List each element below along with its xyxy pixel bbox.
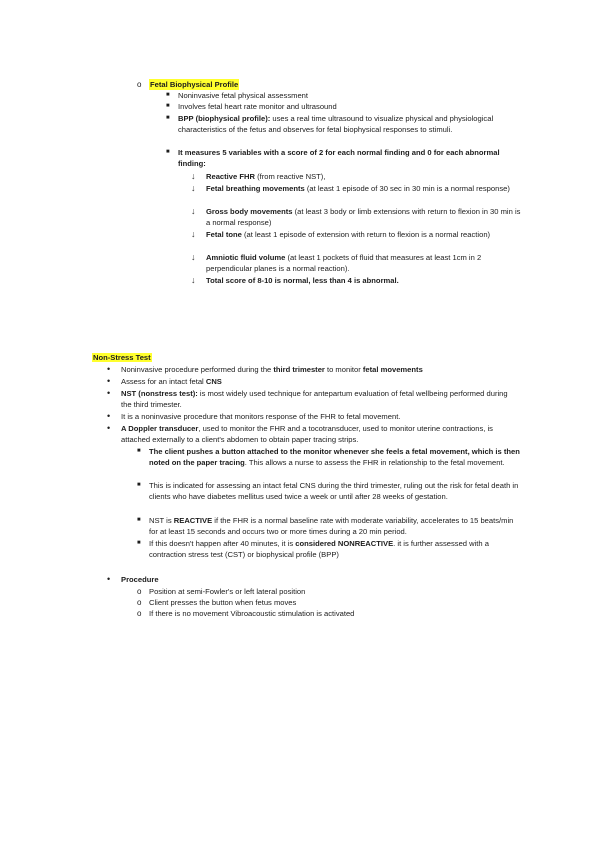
square-bullet-icon: ■ — [137, 448, 141, 454]
nst-sub-3: ■ NST is REACTIVE if the FHR is a normal baseline rate with moderate variability, accelerates to 15 beats/min for at least 15 seconds and occurs two or more times during a 20 min period. — [137, 516, 514, 537]
o-bullet-icon: o — [137, 80, 142, 89]
dot-bullet-icon: • — [107, 376, 111, 386]
bpp-sub-6: ↓ Total score of 8-10 is normal, less than 4 is abnormal. — [191, 275, 399, 285]
bpp-item-1: ■ Noninvasive fetal physical assessment — [166, 91, 308, 100]
procedure-heading-row — [107, 574, 407, 585]
nst-heading: Non-Stress Test — [93, 353, 151, 362]
down-arrow-icon: ↓ — [191, 229, 196, 239]
dot-bullet-icon: • — [107, 411, 111, 421]
nst-bullet-5: • A Doppler transducer, used to monitor the FHR and a tocotransducer, used to monitor uterine contractions, is attached externally to a client's abdomen to obtain paper tracing strips. — [107, 423, 493, 445]
down-arrow-icon: ↓ — [191, 171, 196, 181]
nst-sub-4: ■ If this doesn't happen after 40 minutes, it is considered NONREACTIVE. it is further assessed with a contraction stress test (CST) or biophysical profile (BPP) — [137, 539, 489, 560]
o-bullet-icon: o — [137, 587, 142, 596]
procedure-item-2: o Client presses the button when fetus moves — [137, 598, 297, 607]
o-bullet-icon: o — [137, 598, 142, 607]
nst-bullet-2: • Assess for an intact fetal CNS — [107, 376, 222, 386]
nst-bullet-3: • NST (nonstress test): is most widely used technique for antepartum evaluation of fetal wellbeing performed during the third trimester. — [107, 388, 508, 410]
square-bullet-icon: ■ — [166, 103, 170, 109]
square-bullet-icon: ■ — [137, 540, 141, 546]
bpp-heading: Fetal Biophysical Profile — [150, 80, 239, 89]
down-arrow-icon: ↓ — [191, 183, 196, 193]
down-arrow-icon: ↓ — [191, 252, 196, 262]
square-bullet-icon: ■ — [137, 482, 141, 488]
bpp-item-4: ■ It measures 5 variables with a score of 2 for each normal finding and 0 for each abnormal finding: — [166, 148, 500, 169]
nst-heading-row — [92, 352, 152, 363]
procedure-heading: Procedure — [121, 575, 159, 584]
square-bullet-icon: ■ — [166, 149, 170, 155]
nst-sub-2: ■ This is indicated for assessing an intact fetal CNS during the third trimester, ruling out the risk for fetal death in clients who have diabetes mellitus used twice a week or until after 28 weeks of gestation. — [137, 481, 519, 502]
nst-bullet-1: • Noninvasive procedure performed during the third trimester to monitor fetal movements — [107, 364, 423, 374]
bpp-item-3: ■ BPP (biophysical profile): uses a real time ultrasound to visualize physical and physiological characteristics of the fetus and observes for fetal biophysical responses to stimuli. — [166, 114, 494, 135]
dot-bullet-icon: • — [107, 574, 111, 584]
dot-bullet-icon: • — [107, 388, 111, 398]
procedure-item-1: o Position at semi-Fowler's or left lateral position — [137, 587, 306, 596]
bpp-sub-3: ↓ Gross body movements (at least 3 body or limb extensions with return to flexion in 30 min is a normal response) — [191, 206, 521, 228]
bpp-sub-2: ↓ Fetal breathing movements (at least 1 episode of 30 sec in 30 min is a normal response) — [191, 183, 510, 193]
square-bullet-icon: ■ — [137, 517, 141, 523]
bpp-sub-4: ↓ Fetal tone (at least 1 episode of extension with return to flexion is a normal reaction) — [191, 229, 491, 239]
square-bullet-icon: ■ — [166, 115, 170, 121]
dot-bullet-icon: • — [107, 364, 111, 374]
o-bullet-icon: o — [137, 609, 142, 618]
bpp-item-2: ■ Involves fetal heart rate monitor and ultrasound — [166, 102, 337, 111]
square-bullet-icon: ■ — [166, 92, 170, 98]
nst-sub-1: ■ The client pushes a button attached to the monitor whenever she feels a fetal movement, which is then noted on the paper tracing. This allows a nurse to assess the FHR in relationship to the fetal movement. — [137, 447, 520, 468]
nst-bullet-4: • It is a noninvasive procedure that monitors response of the FHR to fetal movement. — [107, 411, 401, 421]
dot-bullet-icon: • — [107, 423, 111, 433]
down-arrow-icon: ↓ — [191, 275, 196, 285]
procedure-item-3: o If there is no movement Vibroacoustic stimulation is activated — [137, 609, 355, 618]
bpp-sub-1: ↓ Reactive FHR (from reactive NST), — [191, 171, 326, 181]
bpp-sub-5: ↓ Amniotic fluid volume (at least 1 pockets of fluid that measures at least 1cm in 2 perpendicular planes is a normal reaction). — [191, 252, 482, 274]
down-arrow-icon: ↓ — [191, 206, 196, 216]
